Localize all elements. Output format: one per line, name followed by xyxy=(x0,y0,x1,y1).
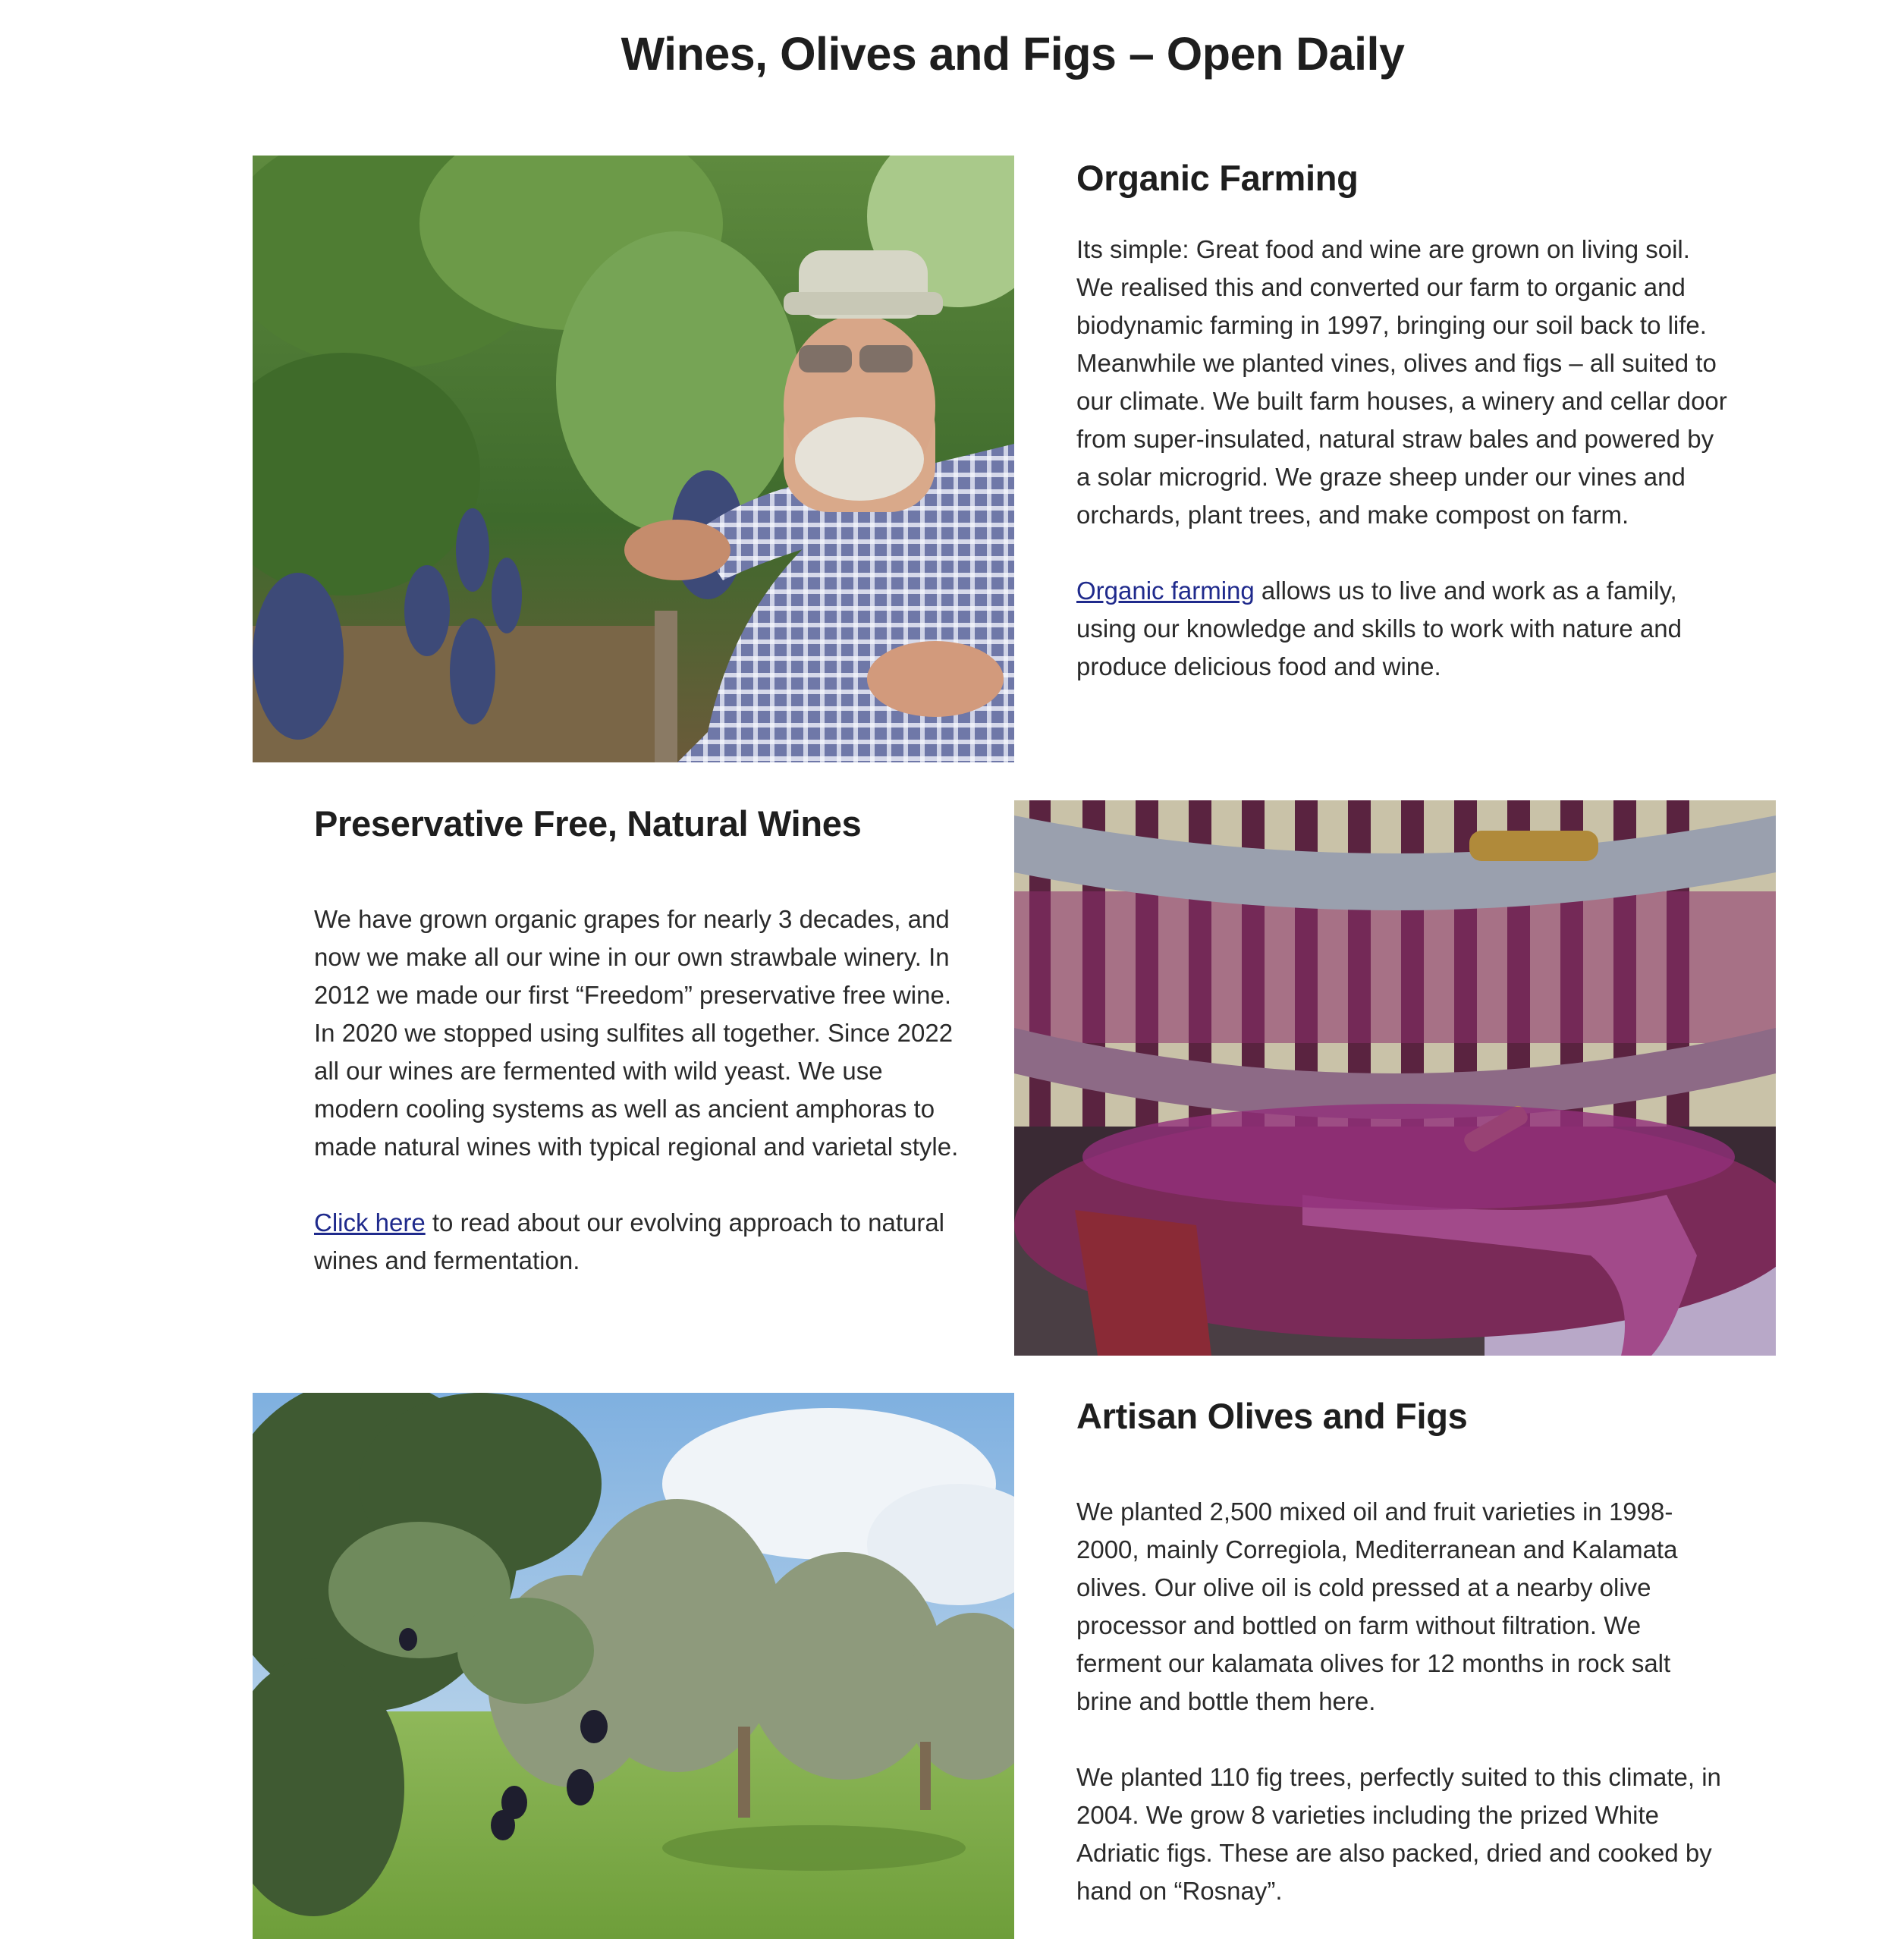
organic-farming-paragraph-1: Its simple: Great food and wine are grown on living soil. We realised this and converted our farm to organic and biodynamic farming in 1997, bringing our soil back to life. Meanwhile we planted vines, olives and figs – all suited to our climate. We built farm houses, a winery and cellar door from super-insulated, natural straw bales and powered by a solar microgrid. We graze sheep under our vines and orchards, plant trees, and make compost on farm. xyxy=(1076,235,1727,529)
olives-figs-paragraph-2: We planted 110 fig trees, perfectly suited to this climate, in 2004. We grow 8 varieties including the prized White Adriatic figs. These are also packed, dried and cooked by hand on “Rosnay”. xyxy=(1076,1763,1721,1905)
click-here-link[interactable]: Click here xyxy=(314,1208,426,1237)
wine-press-photo xyxy=(1014,800,1776,1356)
natural-wines-paragraph-2-text: to read about our evolving approach to natural wines and fermentation. xyxy=(314,1208,945,1274)
organic-farming-paragraph-2-text: allows us to live and work as a family, using our knowledge and skills to work with nature and produce delicious food and wine. xyxy=(1076,577,1682,680)
organic-farming-section xyxy=(1076,157,1729,686)
natural-wines-paragraph-1: We have grown organic grapes for nearly 3 decades, and now we make all our wine in our own strawbale winery. In 2012 we made our first “Freedom” preservative free wine. In 2020 we stopped using sulfites all together. Since 2022 all our wines are fermented with wild yeast. We use modern cooling systems as well as ancient amphoras to made natural wines with typical regional and varietal style. xyxy=(314,905,959,1161)
natural-wines-paragraph-2 xyxy=(314,1204,959,1280)
wine-press-image xyxy=(1014,800,1776,1356)
farmer-grapes-image xyxy=(253,156,1014,762)
farmer-holding-grapes-photo xyxy=(253,156,1014,762)
natural-wines-heading: Preservative Free, Natural Wines xyxy=(314,803,862,844)
olive-grove-photo xyxy=(253,1393,1014,1939)
olives-figs-heading: Artisan Olives and Figs xyxy=(1076,1396,1468,1436)
organic-farming-paragraph-2 xyxy=(1076,572,1729,686)
organic-farming-heading: Organic Farming xyxy=(1076,158,1359,198)
page-title: Wines, Olives and Figs – Open Daily xyxy=(621,28,1405,80)
organic-farming-link[interactable]: Organic farming xyxy=(1076,577,1255,605)
olive-grove-image xyxy=(253,1393,1014,1939)
olives-figs-paragraph-1: We planted 2,500 mixed oil and fruit varieties in 1998-2000, mainly Corregiola, Mediterranean and Kalamata olives. Our olive oil is cold pressed at a nearby olive processor and bottled on farm without filtration. We ferment our kalamata olives for 12 months in rock salt brine and bottle them here. xyxy=(1076,1497,1678,1715)
olives-figs-section xyxy=(1076,1395,1729,1910)
natural-wines-section xyxy=(314,803,959,1280)
